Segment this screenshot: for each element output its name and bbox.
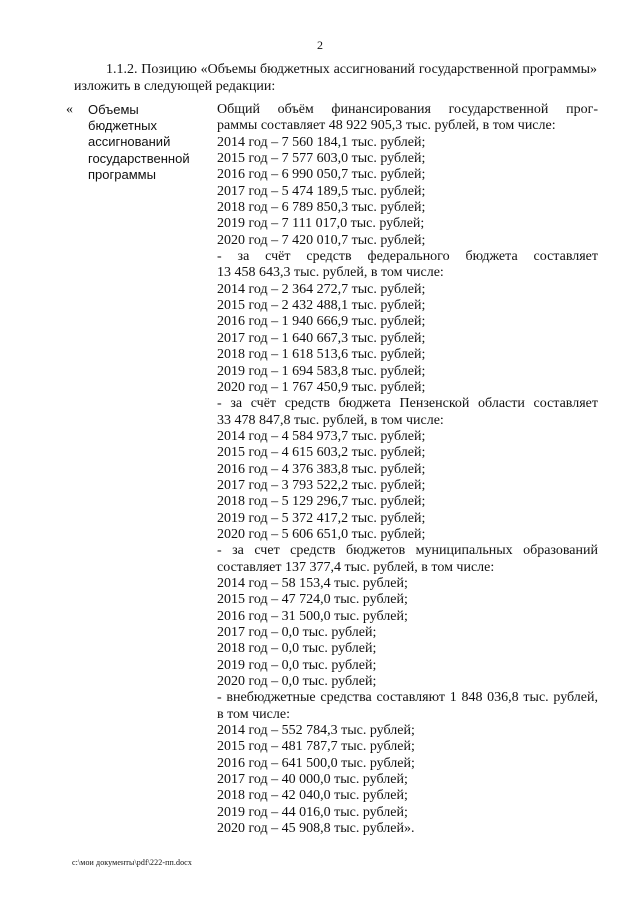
financing-line: 2016 год – 1 940 666,9 тыс. рублей; (217, 314, 426, 330)
financing-line: в том числе: (217, 706, 290, 722)
financing-line: 2017 год – 5 474 189,5 тыс. рублей; (217, 183, 426, 199)
financing-line: 2015 год – 481 787,7 тыс. рублей; (217, 739, 415, 755)
financing-line: 2019 год – 44 016,0 тыс. рублей; (217, 804, 408, 820)
financing-line: 2017 год – 1 640 667,3 тыс. рублей; (217, 330, 426, 346)
opening-quote: « (66, 102, 73, 117)
footer-file-path: c:\мои документы\pdf\222-пп.docx (72, 858, 192, 867)
financing-line: 2018 год – 42 040,0 тыс. рублей; (217, 788, 408, 804)
financing-line: 2019 год – 5 372 417,2 тыс. рублей; (217, 510, 426, 526)
financing-line: 2020 год – 1 767 450,9 тыс. рублей; (217, 379, 426, 395)
financing-line: 2019 год – 1 694 583,8 тыс. рублей; (217, 363, 426, 379)
position-label-line: бюджетных (88, 118, 157, 134)
financing-line: 2020 год – 7 420 010,7 тыс. рублей; (217, 232, 426, 248)
financing-line: раммы составляет 48 922 905,3 тыс. рублей, в том числе: (217, 118, 556, 134)
financing-line: 2019 год – 0,0 тыс. рублей; (217, 657, 377, 673)
financing-line: 2016 год – 31 500,0 тыс. рублей; (217, 608, 408, 624)
financing-line: составляет 137 377,4 тыс. рублей, в том числе: (217, 559, 495, 575)
financing-line: - внебюджетные средства составляют 1 848 036,8 тыс. рублей, (217, 690, 598, 706)
position-label-line: государственной (88, 150, 190, 166)
intro-paragraph: 1.1.2. Позицию «Объемы бюджетных ассигнований государственной программы» изложить в следующей редакции: (74, 62, 597, 94)
position-label-line: программы (88, 166, 156, 182)
financing-line: 2014 год – 552 784,3 тыс. рублей; (217, 723, 415, 739)
financing-line: 33 478 847,8 тыс. рублей, в том числе: (217, 412, 444, 428)
financing-line: 2014 год – 7 560 184,1 тыс. рублей; (217, 134, 426, 150)
position-label (88, 102, 206, 183)
financing-line: 2016 год – 4 376 383,8 тыс. рублей; (217, 461, 426, 477)
financing-line: 2014 год – 58 153,4 тыс. рублей; (217, 575, 408, 591)
financing-line: 2015 год – 4 615 603,2 тыс. рублей; (217, 445, 426, 461)
financing-line: 2017 год – 0,0 тыс. рублей; (217, 625, 377, 640)
financing-line: 2020 год – 5 606 651,0 тыс. рублей; (217, 526, 426, 542)
financing-line: 2014 год – 4 584 973,7 тыс. рублей; (217, 428, 426, 444)
financing-line: 2019 год – 7 111 017,0 тыс. рублей; (217, 216, 425, 232)
financing-text (217, 102, 598, 837)
financing-line: 2015 год – 2 432 488,1 тыс. рублей; (217, 298, 426, 314)
financing-line: 2020 год – 45 908,8 тыс. рублей». (217, 821, 415, 837)
financing-line: 2016 год – 6 990 050,7 тыс. рублей; (217, 167, 426, 183)
position-label-line: Объемы (88, 102, 139, 117)
financing-line: 2018 год – 5 129 296,7 тыс. рублей; (217, 494, 426, 510)
financing-line: - за счёт средств бюджета Пензенской области составляет (217, 396, 598, 412)
financing-line: 2018 год – 0,0 тыс. рублей; (217, 641, 377, 657)
financing-line: 2018 год – 1 618 513,6 тыс. рублей; (217, 347, 426, 363)
financing-line: - за счёт средств федерального бюджета составляет (217, 249, 598, 265)
financing-line: 2020 год – 0,0 тыс. рублей; (217, 674, 377, 690)
financing-line: 2015 год – 47 724,0 тыс. рублей; (217, 592, 408, 608)
financing-line: 2014 год – 2 364 272,7 тыс. рублей; (217, 281, 426, 297)
page-number: 2 (317, 38, 323, 52)
position-label-line: ассигнований (88, 134, 171, 150)
financing-line: 2017 год – 40 000,0 тыс. рублей; (217, 772, 408, 788)
financing-line: Общий объём финансирования государственной прог- (217, 102, 598, 117)
financing-line: 13 458 643,3 тыс. рублей, в том числе: (217, 265, 444, 281)
financing-line: - за счет средств бюджетов муниципальных образований (217, 543, 598, 559)
financing-line: 2016 год – 641 500,0 тыс. рублей; (217, 755, 415, 771)
financing-line: 2017 год – 3 793 522,2 тыс. рублей; (217, 477, 426, 493)
financing-line: 2018 год – 6 789 850,3 тыс. рублей; (217, 200, 426, 216)
financing-line: 2015 год – 7 577 603,0 тыс. рублей; (217, 151, 426, 167)
